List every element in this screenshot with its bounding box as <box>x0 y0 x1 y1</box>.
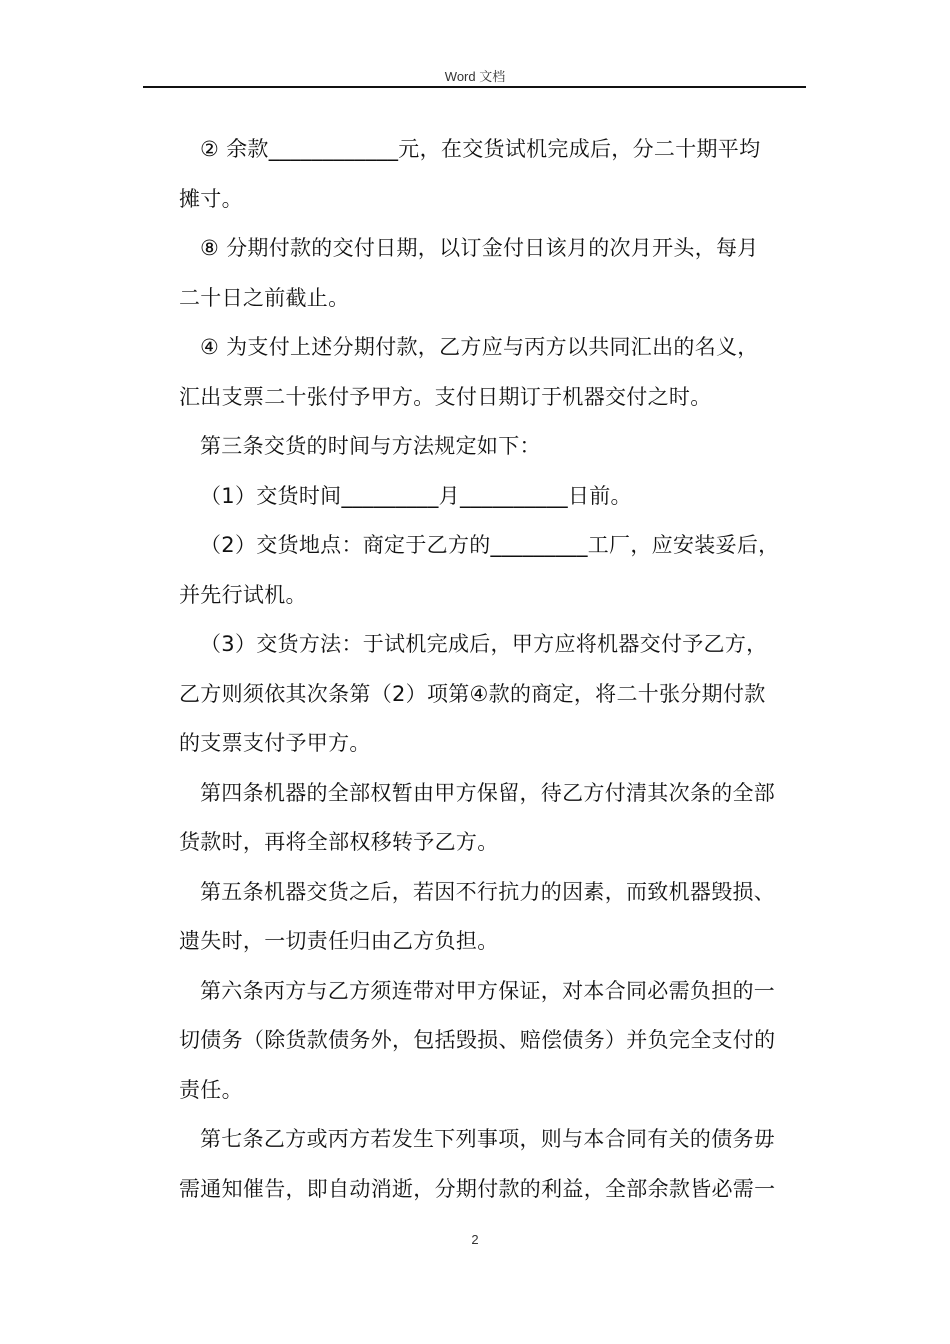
header-divider <box>143 86 806 88</box>
paragraph-line: 的支票支付予甲方。 <box>179 731 371 755</box>
paragraph-line: 二十日之前截止。 <box>179 285 350 310</box>
paragraph-line: ⑧ 分期付款的交付日期，以订金付日该月的次月开头，每月 <box>200 236 759 260</box>
paragraph-line: ② 余款____________元，在交货试机完成后，分二十期平均 <box>200 137 761 161</box>
paragraph-line: 需通知催告，即自动消逝，分期付款的利益，全部余款皆必需一 <box>179 1176 776 1201</box>
paragraph-line: 第三条交货的时间与方法规定如下： <box>200 434 541 458</box>
paragraph-line: （1）交货时间_________月__________日前。 <box>200 483 632 508</box>
paragraph-line: 切债务（除货款债务外，包括毁损、赔偿债务）并负完全支付的 <box>179 1028 776 1052</box>
header-title: Word 文档 <box>444 69 506 84</box>
paragraph-line: 摊寸。 <box>179 186 243 211</box>
paragraph-line: 第五条机器交货之后，若因不行抗力的因素，而致机器毁损、 <box>200 879 776 904</box>
paragraph-line: ④ 为支付上述分期付款，乙方应与丙方以共同汇出的名义， <box>200 335 759 359</box>
paragraph-line: 乙方则须依其次条第（2）项第④款的商定，将二十张分期付款 <box>179 681 766 706</box>
page-number: 2 <box>471 1232 479 1247</box>
paragraph-line: （2）交货地点：商定于乙方的_________工厂，应安装妥后， <box>200 533 780 557</box>
paragraph-line: 第六条丙方与乙方须连带对甲方保证，对本合同必需负担的一 <box>200 978 776 1003</box>
paragraph-line: 第七条乙方或丙方若发生下列事项，则与本合同有关的债务毋 <box>200 1127 776 1151</box>
document-body <box>179 125 805 1214</box>
paragraph-line: 货款时，再将全部权移转予乙方。 <box>179 830 499 854</box>
paragraph-line: （3）交货方法：于试机完成后，甲方应将机器交付予乙方， <box>200 632 768 656</box>
paragraph-line: 责任。 <box>179 1077 243 1102</box>
paragraph-line: 并先行试机。 <box>179 582 307 607</box>
paragraph-line: 第四条机器的全部权暂由甲方保留，待乙方付清其次条的全部 <box>200 780 776 805</box>
paragraph-line: 遗失时，一切责任归由乙方负担。 <box>179 929 499 953</box>
paragraph-line: 汇出支票二十张付予甲方。支付日期订于机器交付之时。 <box>179 384 712 409</box>
